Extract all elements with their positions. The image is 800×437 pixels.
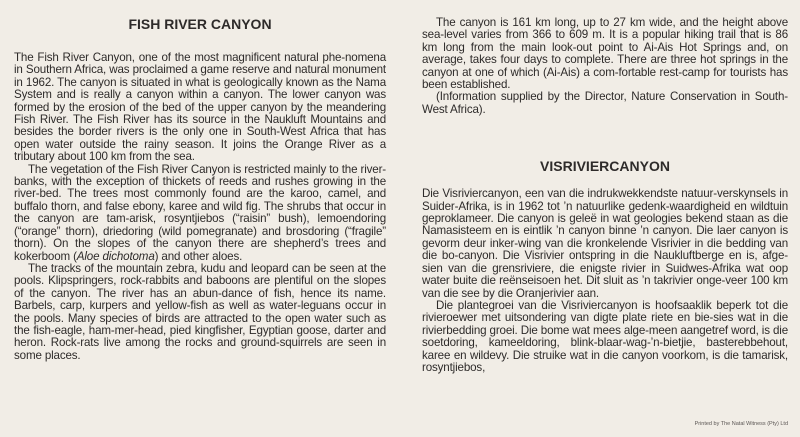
english-paragraph-2-text: The vegetation of the Fish River Canyon is restricted mainly to the river-banks, with the exception of thickets of reeds and rushes growing in the river-bed. The trees most commonly found are the karoo, camel, and buffalo thorn, and false ebony, karee and wild fig. The shrubs that occur in the canyon are tam-arisk, rosyntjiebos (“raisin” bush), lemoendoring (“orange” thorn), driedoring (wild pomegranate) and brosdoring (“fragile” thorn). On the slopes of the canyon there are shepherd’s trees and kokerboom ( — [14, 162, 386, 263]
english-paragraph-1: The Fish River Canyon, one of the most magnificent natural phe-nomena in Southern Africa, was proclaimed a game reserve and natural monument in 1962. The canyon is situated in what is geologically known as the Nama System and is really a canyon within a canyon. The lower canyon was formed by the erosion of the bed of the upper canyon by the meandering Fish River. The Fish River has its source in the Naukluft Mountains and besides the border rivers is the only one in South-West Africa that has open water outside the rainy season. It joins the Orange River as a tributary about 100 km from the sea. — [14, 51, 386, 164]
english-title: FISH RIVER CANYON — [128, 16, 272, 32]
information-credit: (Information supplied by the Director, Nature Conservation in South-West Africa). — [422, 90, 788, 116]
english-paragraph-2 — [14, 164, 386, 263]
english-paragraph-4: The canyon is 161 km long, up to 27 km wide, and the height above sea-level varies from 366 to 609 m. It is a popular hiking trail that is 86 km long from the main look-out point to Ai-Ais Hot Springs and, on average, takes four days to complete. There are three hot springs in the canyon at one of which (Ai-Ais) a com-fortable rest-camp for tourists has been established. — [422, 16, 788, 92]
afrikaans-paragraph-2: Die plantegroei van die Visriviercanyon is hoofsaaklik beperk tot die rivieroewer met uitsondering van digte plate riete en bie-sies wat in die rivierbedding groei. Die bome wat mees alge-meen aangetref word, is die soetdoring, kameeldoring, blink-blaar-wag-’n-bietjie, basterebbehout, karee en wildevy. Die struike wat in die canyon voorkom, is die tamarisk, rosyntjiebos, — [422, 298, 788, 374]
english-paragraph-3: The tracks of the mountain zebra, kudu and leopard can be seen at the pools. Klipspringers, rock-rabbits and baboons are plentiful on the slopes of the canyon. The river has an abun-dance of fish, hence its name. Barbels, carp, kurpers and yellow-fish as well as water-leguans occur in the pools. Many species of birds are attracted to the open water such as the fish-eagle, ham-mer-head, pied kingfisher, Egyptian goose, darter and heron. Rock-rats live among the rocks and ground-squirrels are seen in some places. — [14, 261, 386, 362]
right-column — [422, 0, 788, 374]
afrikaans-paragraph-1: Die Visriviercanyon, een van die indrukwekkendste natuur-verskynsels in Suider-Afrika, is in 1962 tot ’n natuurlike gedenk-waardigheid en wildtuin geproklameer. Die canyon is geleë in wat geologies bekend staan as die Namasisteem en is eintlik ’n canyon binne ’n canyon. Die laer canyon is gevorm deur inker-wing van die kronkelende Visrivier in die bedding van die bo-canyon. Die Visrivier ontspring in die Naukluftberge en is, afge-sien van die grensriviere, die enigste rivier in Suidwes-Afrika wat oop water buite die reënseisoen het. Dit sluit as ’n takrivier onge-veer 100 km van die see by die Oranjerivier aan. — [422, 187, 788, 300]
afrikaans-title: VISRIVIERCANYON — [540, 158, 670, 175]
left-column — [14, 0, 386, 362]
aloe-species-name: Aloe dichotoma — [76, 249, 155, 263]
english-paragraph-2-end: ) and other aloes. — [154, 249, 243, 263]
printer-credit: Printed by The Natal Witness (Pty) Ltd — [694, 421, 788, 427]
